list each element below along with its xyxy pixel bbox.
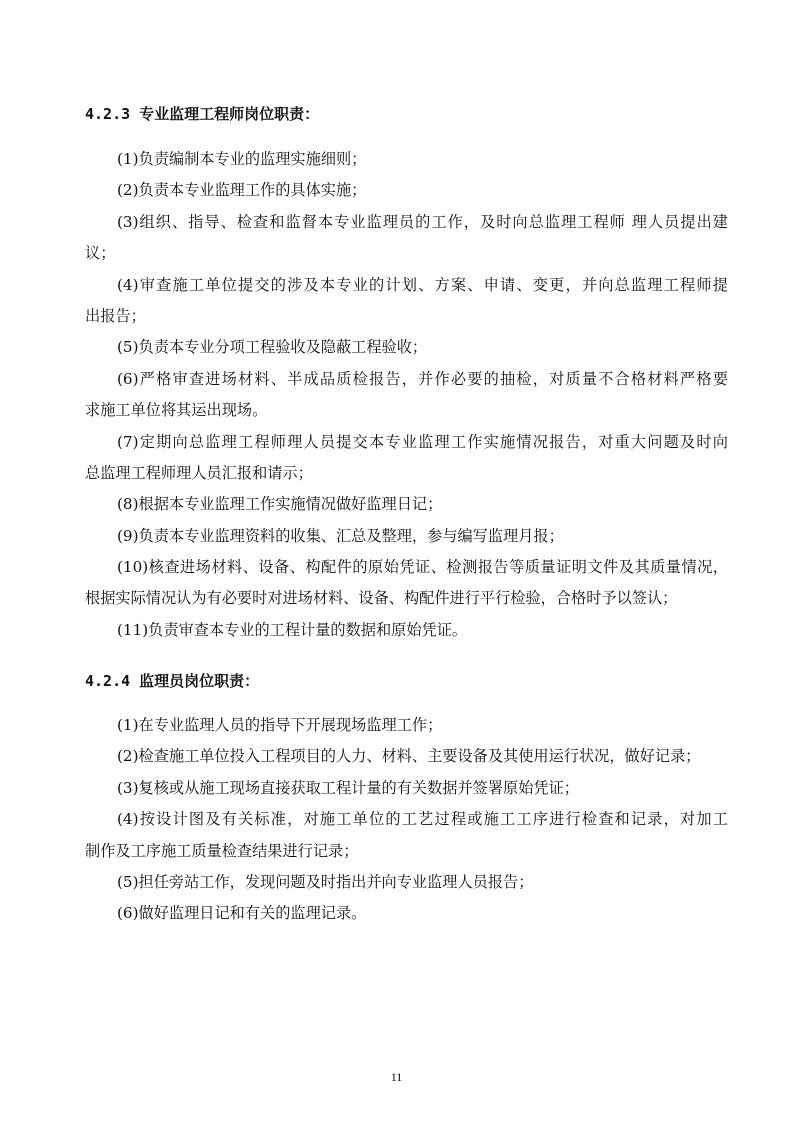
list-item-line: 根据实际情况认为有必要时对进场材料、设备、构配件进行平行检验，合格时予以签认； <box>85 589 678 608</box>
list-item <box>85 364 728 427</box>
list-item <box>85 489 728 520</box>
list-item-line: 求施工单位将其运出现场。 <box>85 401 268 420</box>
list-item <box>85 804 728 867</box>
list-item-line: 总监理工程师理人员汇报和请示； <box>85 463 313 482</box>
list-item <box>85 898 728 929</box>
list-item-line: (11)负责审查本专业的工程计量的数据和原始凭证。 <box>117 620 468 639</box>
section-heading-4-2-3: 4.2.3 专业监理工程师岗位职责： <box>85 105 320 123</box>
list-item <box>85 207 728 270</box>
list-item-line: (6)做好监理日记和有关的监理记录。 <box>117 904 367 923</box>
list-item-line: (2)检查施工单位投入工程项目的人力、材料、主要设备及其使用运行状况，做好记录； <box>117 747 701 766</box>
list-item-line: (8)根据本专业监理工作实施情况做好监理日记； <box>117 495 443 514</box>
list-item-line: (3)组织、指导、检查和监督本专业监理员的工作，及时向总监理工程师 理人员提出建 <box>117 212 728 231</box>
list-item-line: (2)负责本专业监理工作的具体实施； <box>117 181 367 200</box>
section-4-2-4-list <box>85 710 728 930</box>
list-item-line: (4)审查施工单位提交的涉及本专业的计划、方案、申请、变更，并向总监理工程师提 <box>117 275 728 294</box>
list-item <box>85 427 728 490</box>
section-heading-4-2-4: 4.2.4 监理员岗位职责： <box>85 672 260 690</box>
list-item <box>85 270 728 333</box>
list-item-line: (10)核查进场材料、设备、构配件的原始凭证、检测报告等质量证明文件及其质量情况， <box>117 558 728 577</box>
list-item-line: 议； <box>85 244 116 263</box>
list-item <box>85 773 728 804</box>
section-4-2-3-list <box>85 144 728 646</box>
list-item-line: (5)担任旁站工作，发现问题及时指出并向专业监理人员报告； <box>117 872 534 891</box>
list-item-line: (1)负责编制本专业的监理实施细则； <box>117 150 367 168</box>
list-item-line: (9)负责本专业监理资料的收集、汇总及整理，参与编写监理月报； <box>117 526 564 545</box>
list-item-line: (4)按设计图及有关标准，对施工单位的工艺过程或施工工序进行检查和记录，对加工 <box>117 810 728 829</box>
list-item <box>85 615 728 646</box>
list-item <box>85 741 728 772</box>
list-item <box>85 144 728 175</box>
list-item-line: (5)负责本专业分项工程验收及隐蔽工程验收； <box>117 338 428 357</box>
list-item <box>85 332 728 363</box>
list-item-line: (6)严格审查进场材料、半成品质检报告，并作必要的抽检，对质量不合格材料严格要 <box>117 369 728 388</box>
list-item-line: (3)复核或从施工现场直接获取工程计量的有关数据并签署原始凭证； <box>117 778 579 797</box>
list-item-line: (7)定期向总监理工程师理人员提交本专业监理工作实施情况报告，对重大问题及时向 <box>117 432 728 451</box>
list-item <box>85 552 728 615</box>
page-number: 11 <box>390 1070 403 1084</box>
list-item-line: (1)在专业监理人员的指导下开展现场监理工作； <box>117 716 443 734</box>
list-item-line: 制作及工序施工质量检查结果进行记录； <box>85 841 359 860</box>
list-item <box>85 710 728 741</box>
list-item <box>85 175 728 206</box>
list-item <box>85 867 728 898</box>
list-item-line: 出报告； <box>85 306 146 325</box>
list-item <box>85 521 728 552</box>
